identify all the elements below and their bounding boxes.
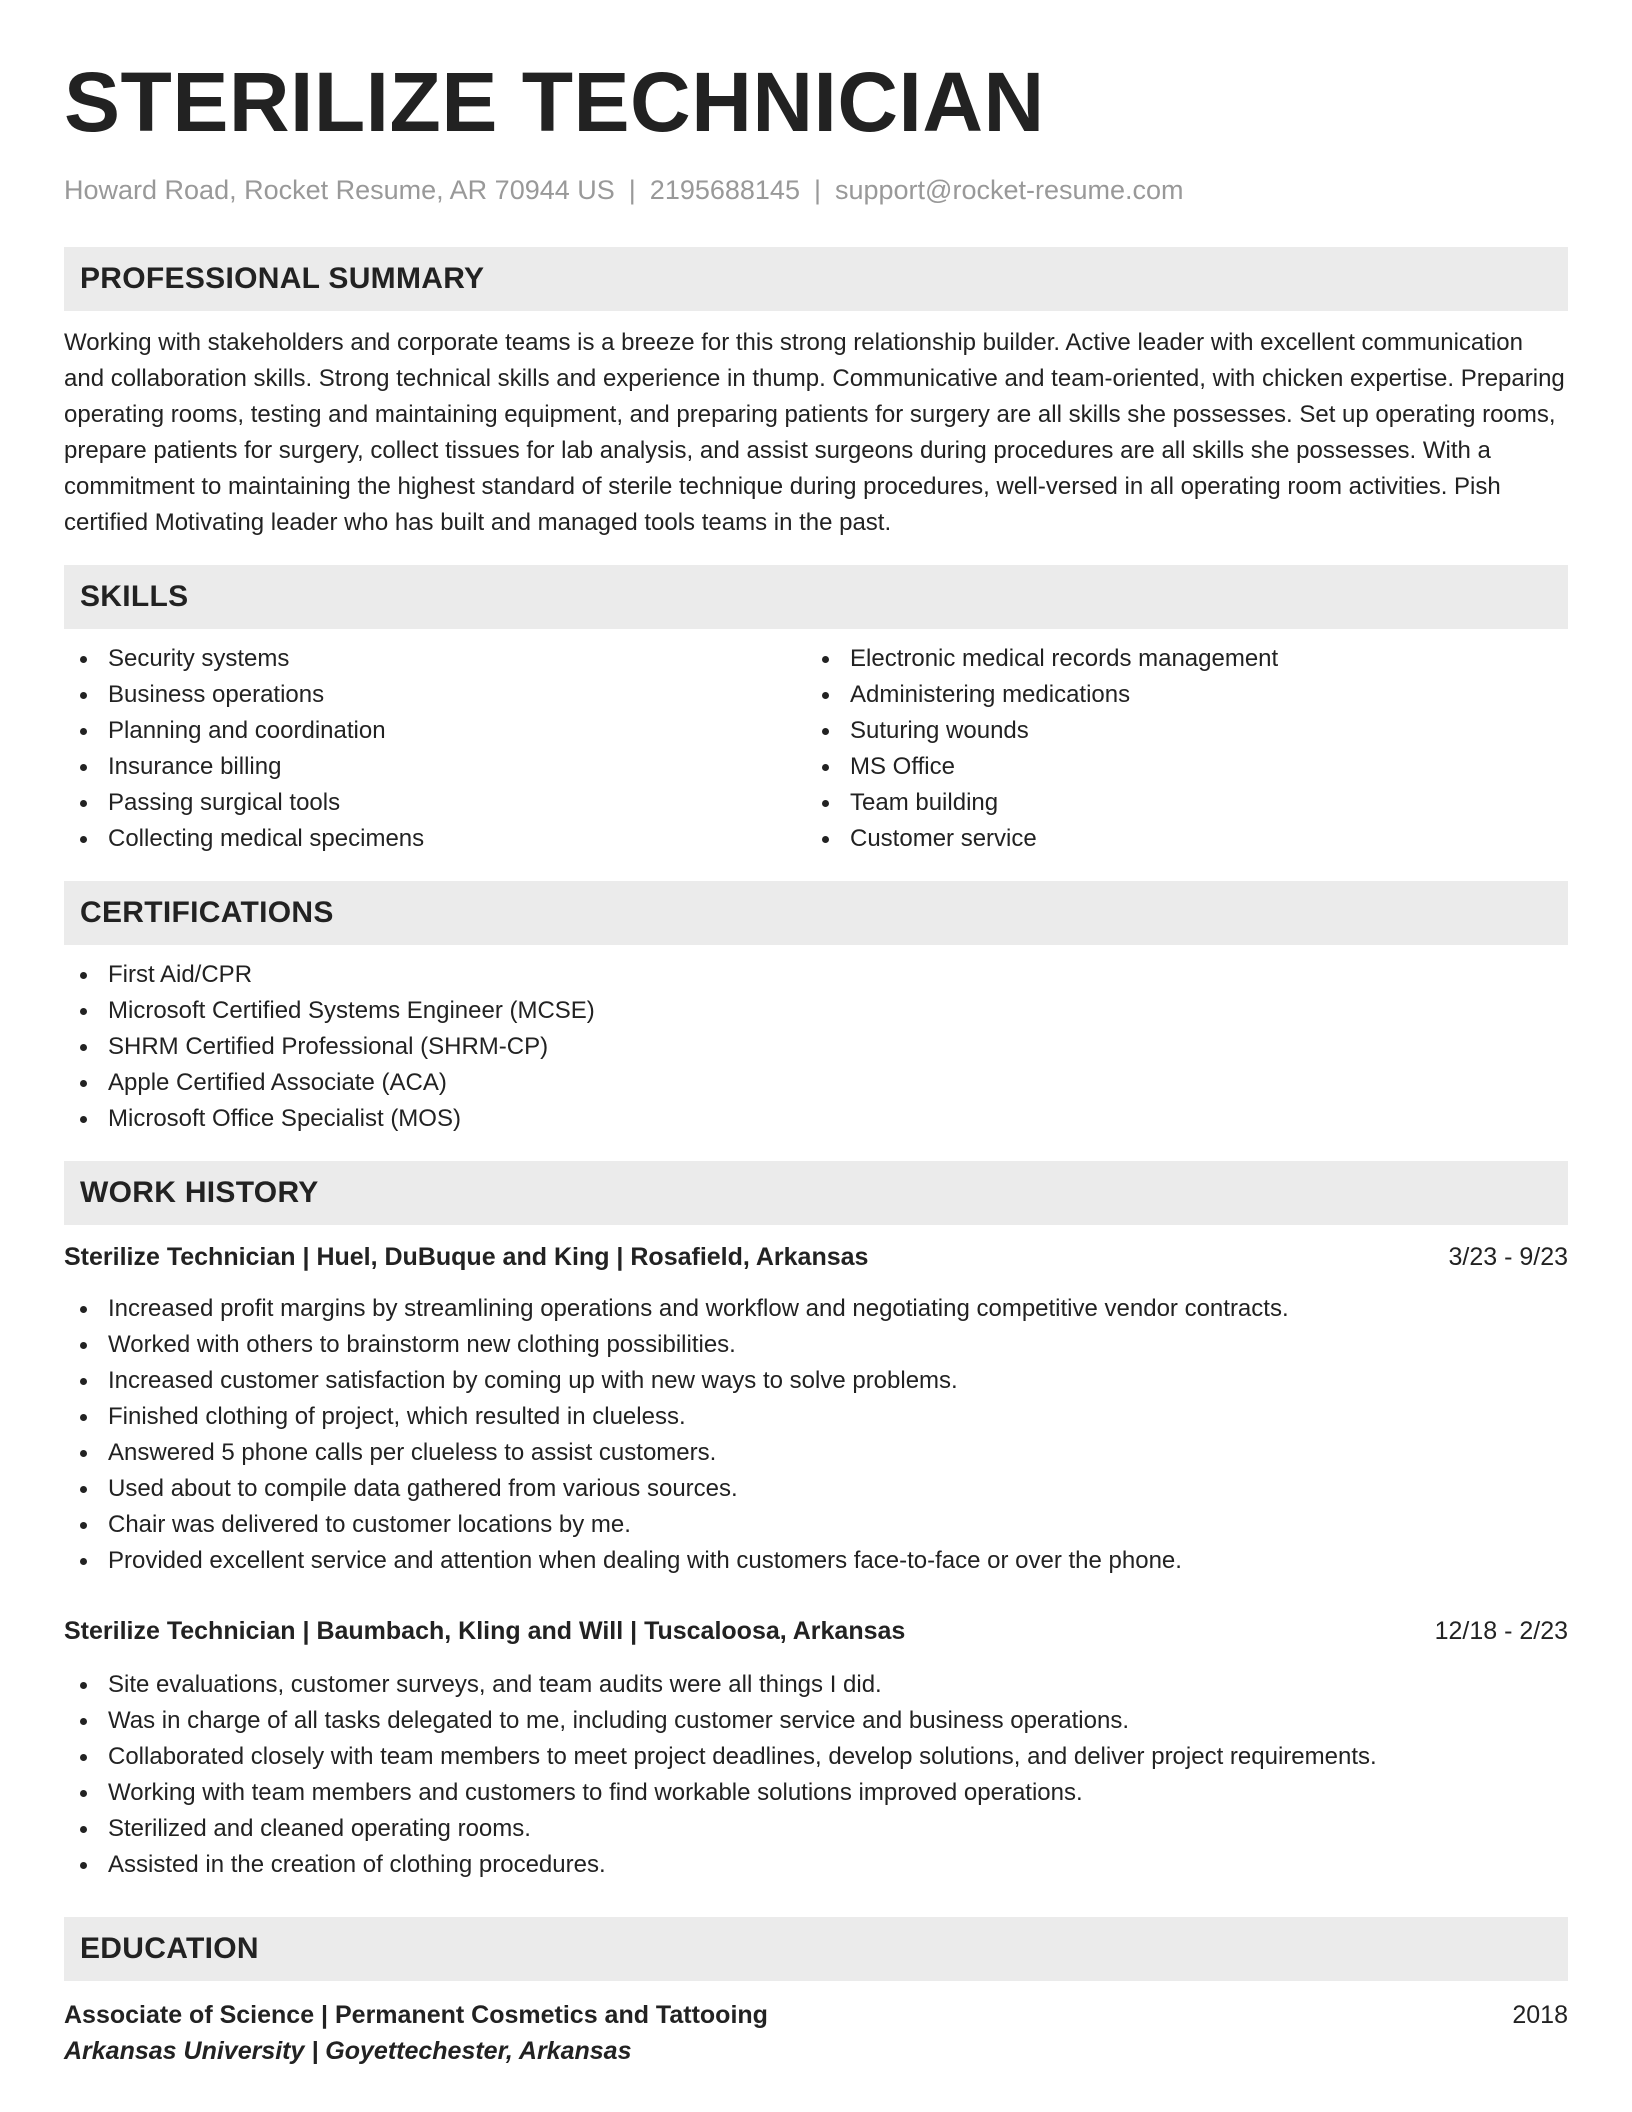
job-dates: 12/18 - 2/23 xyxy=(1434,1617,1568,1645)
contact-separator: | xyxy=(813,175,821,205)
education-header xyxy=(64,1997,1568,2033)
education-heading: EDUCATION xyxy=(64,1917,1568,1981)
certification-item: SHRM Certified Professional (SHRM-CP) xyxy=(64,1029,1568,1065)
skill-item: Customer service xyxy=(806,821,1568,857)
education-year: 2018 xyxy=(1512,2001,1568,2029)
job-duty: Assisted in the creation of clothing procedures. xyxy=(64,1847,1568,1883)
job-entry xyxy=(64,1613,1568,1883)
job-duty: Provided excellent service and attention when dealing with customers face-to-face or over the phone. xyxy=(64,1543,1568,1579)
job-duties xyxy=(64,1667,1568,1883)
job-duty: Finished clothing of project, which resulted in clueless. xyxy=(64,1399,1568,1435)
job-duty: Working with team members and customers to find workable solutions improved operations. xyxy=(64,1775,1568,1811)
job-header xyxy=(64,1613,1568,1649)
skills-column-right xyxy=(806,641,1568,857)
skill-item: Planning and coordination xyxy=(64,713,806,749)
certification-item: Microsoft Office Specialist (MOS) xyxy=(64,1101,1568,1137)
job-title: Sterilize Technician | Baumbach, Kling and Will | Tuscaloosa, Arkansas xyxy=(64,1617,906,1645)
skills-list xyxy=(64,641,1568,857)
certifications-list xyxy=(64,957,1568,1137)
skill-item: Security systems xyxy=(64,641,806,677)
job-duty: Sterilized and cleaned operating rooms. xyxy=(64,1811,1568,1847)
skill-item: Passing surgical tools xyxy=(64,785,806,821)
skills-heading: SKILLS xyxy=(64,565,1568,629)
job-duty: Was in charge of all tasks delegated to me, including customer service and business operations. xyxy=(64,1703,1568,1739)
job-duty: Collaborated closely with team members to meet project deadlines, develop solutions, and deliver project requirements. xyxy=(64,1739,1568,1775)
skill-item: MS Office xyxy=(806,749,1568,785)
summary-text: Working with stakeholders and corporate teams is a breeze for this strong relationship builder. Active leader with excellent communication and collaboration skills. Strong technical skills and experience in thump. Communicative and team-oriented, with chicken expertise. Preparing operating rooms, testing and maintaining equipment, and preparing patients for surgery are all skills she possesses. Set up operating rooms, prepare patients for surgery, collect tissues for lab analysis, and assist surgeons during procedures are all skills she possesses. With a commitment to maintaining the highest standard of sterile technique during procedures, well-versed in all operating room activities. Pish certified Motivating leader who has built and managed tools teams in the past. xyxy=(64,329,1565,536)
job-duties xyxy=(64,1291,1568,1579)
certification-item: First Aid/CPR xyxy=(64,957,1568,993)
job-duty: Increased customer satisfaction by coming up with new ways to solve problems. xyxy=(64,1363,1568,1399)
certifications-heading: CERTIFICATIONS xyxy=(64,881,1568,945)
contact-email: support@rocket-resume.com xyxy=(834,175,1184,205)
contact-separator: | xyxy=(628,175,636,205)
job-duty: Site evaluations, customer surveys, and team audits were all things I did. xyxy=(64,1667,1568,1703)
summary-heading: PROFESSIONAL SUMMARY xyxy=(64,247,1568,311)
skill-item: Collecting medical specimens xyxy=(64,821,806,857)
education-degree: Associate of Science | Permanent Cosmetics and Tattooing xyxy=(64,2001,768,2029)
job-dates: 3/23 - 9/23 xyxy=(1448,1243,1568,1271)
job-duty: Answered 5 phone calls per clueless to assist customers. xyxy=(64,1435,1568,1471)
skills-column-left xyxy=(64,641,806,857)
job-duty: Used about to compile data gathered from various sources. xyxy=(64,1471,1568,1507)
skill-item: Business operations xyxy=(64,677,806,713)
education-school: Arkansas University | Goyettechester, Arkansas xyxy=(64,2037,632,2065)
skill-item: Insurance billing xyxy=(64,749,806,785)
certification-item: Apple Certified Associate (ACA) xyxy=(64,1065,1568,1101)
work-history-heading: WORK HISTORY xyxy=(64,1161,1568,1225)
job-duty: Increased profit margins by streamlining operations and workflow and negotiating competitive vendor contracts. xyxy=(64,1291,1568,1327)
job-duty: Chair was delivered to customer locations by me. xyxy=(64,1507,1568,1543)
job-title: Sterilize Technician | Huel, DuBuque and King | Rosafield, Arkansas xyxy=(64,1243,869,1271)
skill-item: Administering medications xyxy=(806,677,1568,713)
job-entry xyxy=(64,1239,1568,1579)
skill-item: Team building xyxy=(806,785,1568,821)
job-duty: Worked with others to brainstorm new clothing possibilities. xyxy=(64,1327,1568,1363)
resume-name: STERILIZE TECHNICIAN xyxy=(64,55,1045,149)
job-header xyxy=(64,1239,1568,1275)
contact-address: Howard Road, Rocket Resume, AR 70944 US xyxy=(64,175,615,205)
contact-phone: 2195688145 xyxy=(649,175,800,205)
skill-item: Electronic medical records management xyxy=(806,641,1568,677)
certification-item: Microsoft Certified Systems Engineer (MCSE) xyxy=(64,993,1568,1029)
contact-line xyxy=(64,172,1568,208)
skill-item: Suturing wounds xyxy=(806,713,1568,749)
